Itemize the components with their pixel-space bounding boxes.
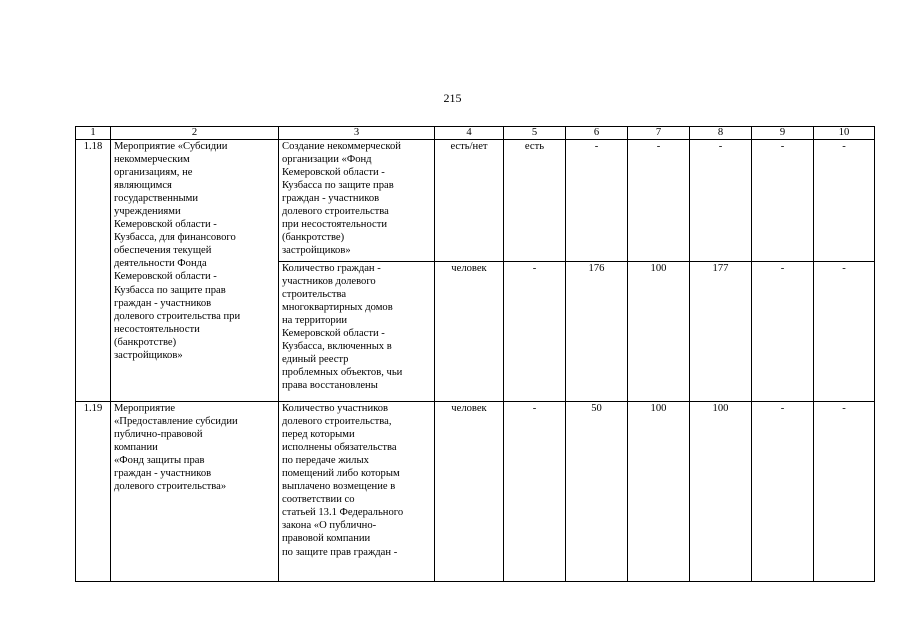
value-cell: - bbox=[628, 140, 690, 262]
value-cell: 100 bbox=[628, 402, 690, 582]
value-cell: - bbox=[752, 140, 814, 262]
header-cell: 5 bbox=[504, 127, 566, 140]
row-number-cell: 1.18 bbox=[76, 140, 111, 402]
value-cell: - bbox=[814, 262, 875, 402]
header-cell: 8 bbox=[690, 127, 752, 140]
value-cell: - bbox=[814, 402, 875, 582]
indicator-name-cell: Создание некоммерческой организации «Фонд Кемеровской области - Кузбасса по защите прав граждан - участников долевого строительства при несостоятельности (банкротстве) застройщиков» bbox=[279, 140, 435, 262]
header-cell: 1 bbox=[76, 127, 111, 140]
value-cell: есть bbox=[504, 140, 566, 262]
measure-name-cell: Мероприятие «Предоставление субсидии публично-правовой компании «Фонд защиты прав граждан - участников долевого строительства» bbox=[111, 402, 279, 582]
value-cell: 100 bbox=[690, 402, 752, 582]
table-row bbox=[76, 140, 875, 262]
program-table bbox=[75, 126, 875, 582]
value-cell: - bbox=[752, 402, 814, 582]
header-row bbox=[76, 127, 875, 140]
value-cell: - bbox=[566, 140, 628, 262]
indicator-name-cell: Количество участников долевого строительства, перед которыми исполнены обязательства по передаче жилых помещений либо которым выплачено возмещение в соответствии со статьей 13.1 Федерального закона «О публично- правовой компании по защите прав граждан - bbox=[279, 402, 435, 582]
measure-name-cell: Мероприятие «Субсидии некоммерческим организациям, не являющимся государственными учреждениями Кемеровской области - Кузбасса, для финансового обеспечения текущей деятельности Фонда Кемеровской области - Кузбасса по защите прав граждан - участников долевого строительства при несостоятельности (банкротстве) застройщиков» bbox=[111, 140, 279, 402]
header-cell: 4 bbox=[435, 127, 504, 140]
table-row bbox=[76, 402, 875, 582]
header-cell: 3 bbox=[279, 127, 435, 140]
value-cell: 100 bbox=[628, 262, 690, 402]
page-number: 215 bbox=[443, 91, 462, 105]
row-number-cell: 1.19 bbox=[76, 402, 111, 582]
indicator-name-cell: Количество граждан - участников долевого строительства многоквартирных домов на территории Кемеровской области - Кузбасса, включенных в единый реестр проблемных объектов, чьи права восстановлены bbox=[279, 262, 435, 402]
header-cell: 7 bbox=[628, 127, 690, 140]
unit-cell: есть/нет bbox=[435, 140, 504, 262]
value-cell: - bbox=[814, 140, 875, 262]
header-cell: 9 bbox=[752, 127, 814, 140]
value-cell: 176 bbox=[566, 262, 628, 402]
value-cell: - bbox=[752, 262, 814, 402]
value-cell: - bbox=[504, 262, 566, 402]
value-cell: 50 bbox=[566, 402, 628, 582]
unit-cell: человек bbox=[435, 262, 504, 402]
header-cell: 6 bbox=[566, 127, 628, 140]
value-cell: - bbox=[690, 140, 752, 262]
unit-cell: человек bbox=[435, 402, 504, 582]
header-cell: 10 bbox=[814, 127, 875, 140]
value-cell: - bbox=[504, 402, 566, 582]
value-cell: 177 bbox=[690, 262, 752, 402]
header-cell: 2 bbox=[111, 127, 279, 140]
